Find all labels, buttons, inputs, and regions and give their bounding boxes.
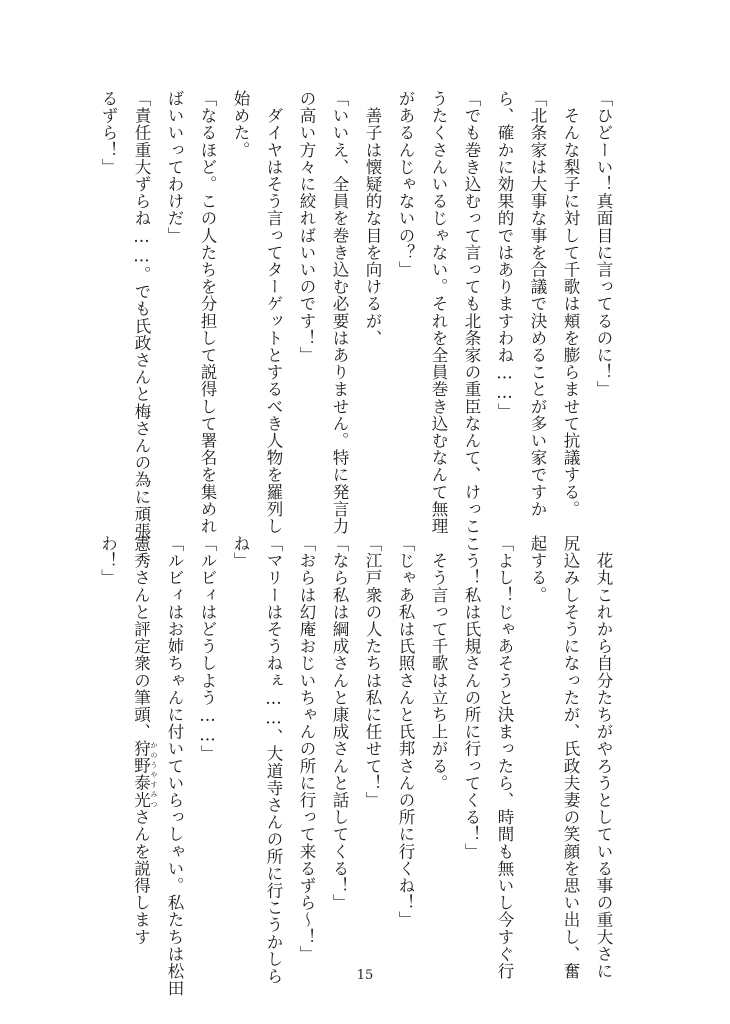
text-column: るずら！」 xyxy=(99,90,118,176)
text-column: 「ひどーい！真面目に言ってるのに！」 xyxy=(594,90,613,398)
text-column: 「ルビィはお姉ちゃんに付いていらっしゃい。私たちは松田 xyxy=(165,535,184,997)
text-column: 「なるほど。この人たちを分担して説得して署名を集めれ xyxy=(198,90,217,535)
text-column: の高い方々に絞ればいいのです！」 xyxy=(297,90,316,364)
text-column xyxy=(125,535,159,945)
text-column: ら、確かに効果的ではありますわね……」 xyxy=(495,90,514,420)
text-column: 「北条家は大事な事を合議で決めることが多い家ですか xyxy=(528,90,547,518)
ruby-reading: かのうやすみつ xyxy=(150,740,158,809)
page-number: 15 xyxy=(356,968,374,983)
text-column: 「なら私は綱成さんと康成さんと話してくる！」 xyxy=(330,535,349,912)
text-column: 善子は懐疑的な目を向けるが、 xyxy=(363,90,382,347)
text-column: そんな梨子に対して千歌は頬を膨らませて抗議する。 xyxy=(561,90,580,518)
text-column: があるんじゃないの？」 xyxy=(396,90,415,279)
text-column: 「マリーはそうねぇ……、大道寺さんの所に行こうかしら xyxy=(264,535,283,985)
text-column: わ！」 xyxy=(98,535,118,587)
text-column: 「責任重大ずらね……。でも氏政さんと梅さんの為に頑張 xyxy=(132,90,151,540)
text-column: 「おらは幻庵おじいちゃんの所に行って来るずら〜！」 xyxy=(297,535,316,963)
text-column: 「江戸衆の人たちは私に任せて！」 xyxy=(363,535,382,809)
text-fragment: 憲秀さんと評定衆の筆頭、 xyxy=(131,535,151,741)
text-column: ね」 xyxy=(231,535,250,570)
text-column: 起する。 xyxy=(528,535,547,604)
text-column: 始めた。 xyxy=(231,90,250,159)
text-fragment: さんを説得します xyxy=(131,808,151,946)
ruby-name xyxy=(131,740,158,809)
text-column: そう言って千歌は立ち上がる。 xyxy=(429,535,448,792)
text-column: 「いいえ、全員を巻き込む必要はありません。特に発言力 xyxy=(330,90,349,535)
upper-text-block xyxy=(92,90,620,540)
text-column: 「ルビィはどうしよう……」 xyxy=(198,535,217,763)
text-column: こう！私は氏規さんの所に行ってくる！」 xyxy=(462,535,481,860)
ruby-base: 狩野泰光 xyxy=(131,740,151,809)
text-column: ばいいってわけだ」 xyxy=(165,90,184,244)
text-column: 花丸これから自分たちがやろうとしている事の重大さに xyxy=(594,535,613,980)
text-column: 「でも巻き込むって言っても北条家の重臣なんて、けっこ xyxy=(462,90,481,535)
text-column: ダイヤはそう言ってターゲットとするべき人物を羅列し xyxy=(264,90,283,535)
text-column: 「じゃあ私は氏照さんと氏邦さんの所に行くね！」 xyxy=(396,535,415,929)
text-column: うたくさんいるじゃない。それを全員巻き込むなんて無理 xyxy=(429,90,448,535)
text-column: 「よし！じゃあそうと決まったら、時間も無いし今すぐ行 xyxy=(495,535,514,980)
text-column: 尻込みしそうになったが、氏政夫妻の笑顔を思い出し、奮 xyxy=(561,535,580,980)
